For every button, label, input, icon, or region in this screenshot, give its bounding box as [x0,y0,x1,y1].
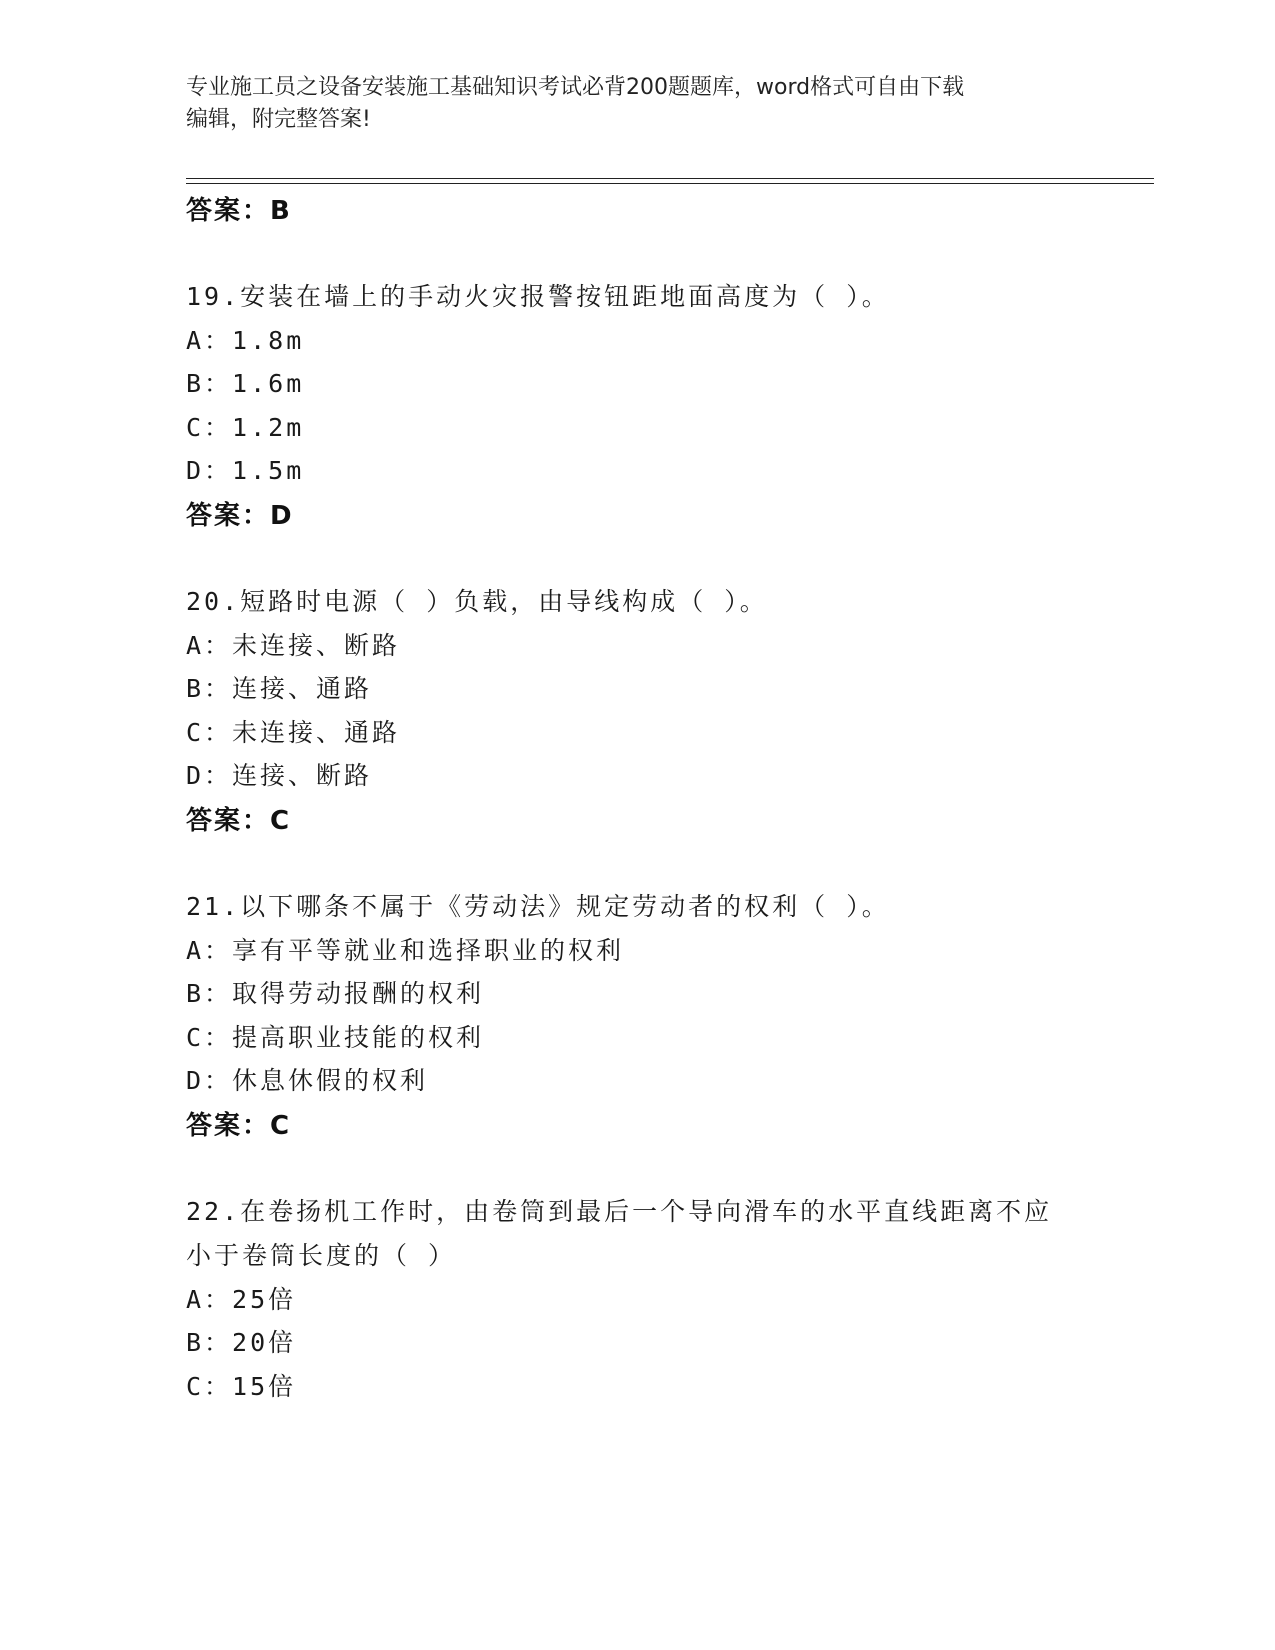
question-20-option-b: B：连接、通路 [186,674,373,703]
question-20-answer: 答案：C [186,806,292,836]
question-19-option-d: D：1.5m [186,456,305,485]
answer-previous: 答案：B [186,196,292,226]
header-divider-bottom [186,183,1154,184]
question-22-option-c: C：15倍 [186,1372,297,1401]
header-divider-top [186,178,1154,179]
header-line-2: 编辑，附完整答案! [186,107,371,132]
question-22-stem-line-1: 22.在卷扬机工作时，由卷筒到最后一个导向滑车的水平直线距离不应 [186,1197,1053,1226]
question-19-option-c: C：1.2m [186,413,305,442]
question-19-option-a: A：1.8m [186,326,305,355]
question-22-stem-line-2: 小于卷筒长度的（ ） [186,1241,457,1270]
header-line-1: 专业施工员之设备安装施工基础知识考试必背200题题库，word格式可自由下载 [186,75,965,100]
question-21-option-d: D：休息休假的权利 [186,1066,429,1095]
question-19-answer: 答案：D [186,501,294,531]
question-21-option-a: A：享有平等就业和选择职业的权利 [186,936,625,965]
question-20-option-a: A：未连接、断路 [186,631,401,660]
question-21-option-b: B：取得劳动报酬的权利 [186,979,485,1008]
question-21-stem: 21.以下哪条不属于《劳动法》规定劳动者的权利（ ）。 [186,892,890,921]
question-20-option-d: D：连接、断路 [186,761,373,790]
question-22-option-a: A：25倍 [186,1285,297,1314]
question-19-stem: 19.安装在墙上的手动火灾报警按钮距地面高度为（ ）。 [186,282,890,311]
question-20-option-c: C：未连接、通路 [186,718,401,747]
document-header [186,72,1086,136]
question-21-answer: 答案：C [186,1111,292,1141]
question-21-option-c: C：提高职业技能的权利 [186,1023,485,1052]
question-22-option-b: B：20倍 [186,1328,297,1357]
question-19-option-b: B：1.6m [186,369,305,398]
question-20-stem: 20.短路时电源（ ）负载，由导线构成（ ）。 [186,587,768,616]
